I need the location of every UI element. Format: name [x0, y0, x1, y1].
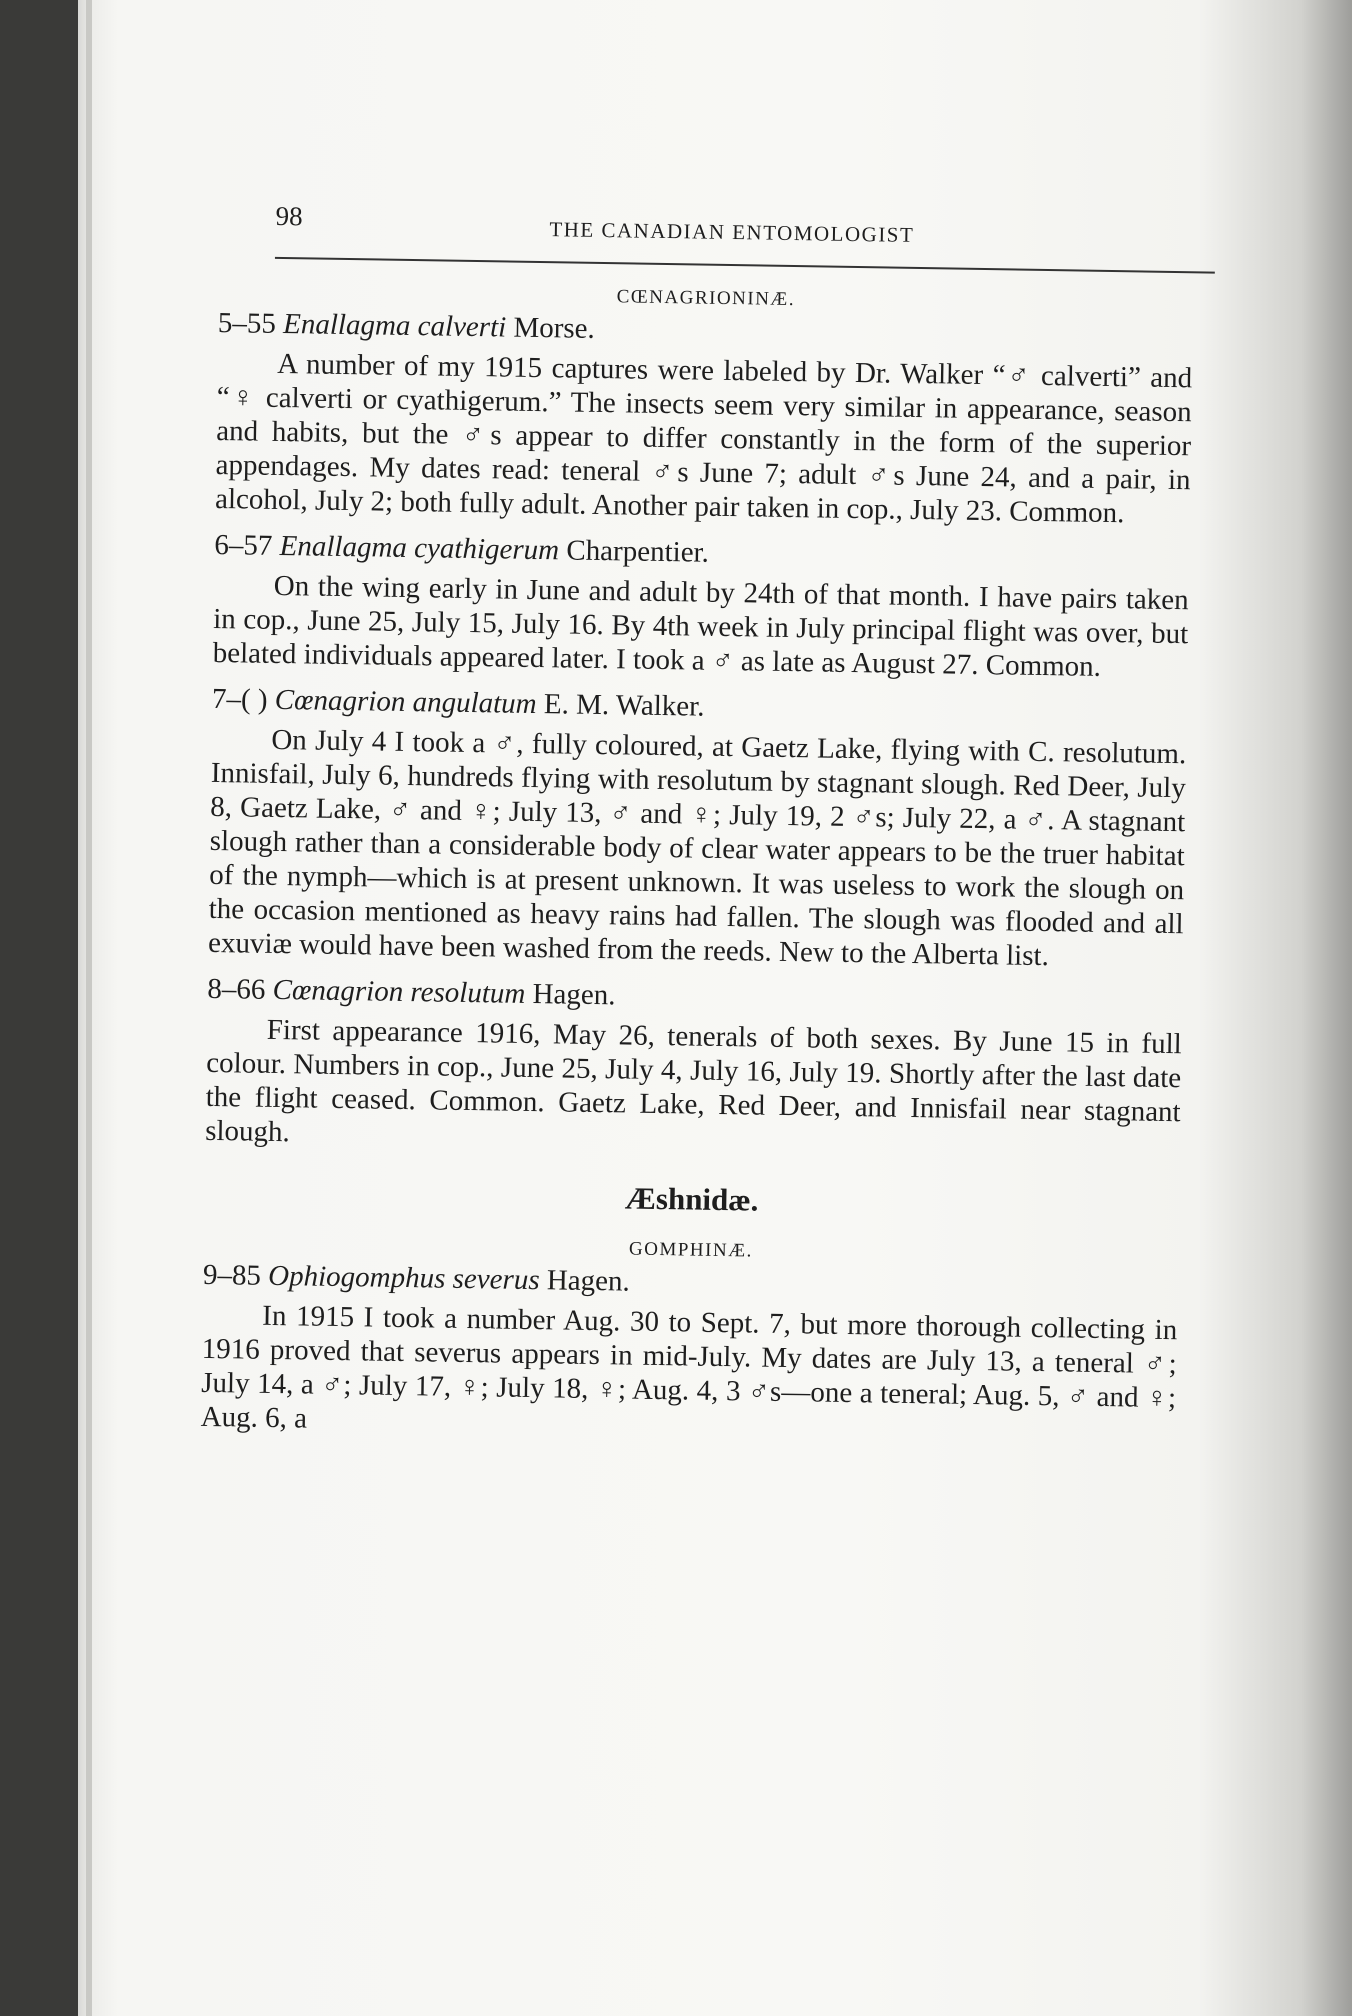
- species-entry: [200, 1258, 1178, 1449]
- species-latin-name: Cœnagrion angulatum: [274, 683, 537, 721]
- species-author: Hagen.: [546, 1264, 631, 1298]
- family-heading: Æshnidæ.: [624, 1180, 759, 1218]
- species-entry: [215, 306, 1193, 531]
- species-entry: [205, 972, 1183, 1163]
- journal-title: THE CANADIAN ENTOMOLOGIST: [549, 217, 915, 247]
- species-paragraph: On July 4 I took a ♂, fully coloured, at Gaetz Lake, flying with C. resolutum. Innisfail, July 6, hundreds flying with resolutum by stagnant slough. Red Deer, July 8, Gaetz Lake, ♂ and ♀; July 13, ♂ and ♀; July 19, 2 ♂s; July 22, a ♂. A stagnant slough rather than a considerable body of clear water appears to be the truer habitat of the nymph—which is at present unknown. It was useless to work the slough on the occasion mentioned as heavy rains had fallen. The slough was flooded and all exuviæ would have been washed from the reeds. New to the Alberta list.: [207, 723, 1187, 973]
- species-latin-name: Cœnagrion resolutum: [272, 973, 526, 1010]
- species-entry: [212, 528, 1189, 685]
- page-binding-edge: [86, 0, 92, 2016]
- species-number: 5–55: [217, 306, 277, 340]
- species-number: 6–57: [214, 528, 273, 562]
- species-number: 7–( ): [211, 682, 268, 716]
- species-paragraph: A number of my 1915 captures were labeled by Dr. Walker “♂ calverti” and “♀ calverti or cyathigerum.” The insects seem very similar in appearance, season and habits, but the ♂s appear to differ constantly in the form of the superior appendages. My dates read: teneral ♂s June 7; adult ♂s June 24, and a pair, in alcohol, July 2; both fully adult. Another pair taken in cop., July 23. Common.: [214, 347, 1193, 530]
- species-number: 8–66: [207, 972, 266, 1006]
- species-latin-name: Ophiogomphus severus: [267, 1259, 540, 1297]
- page-content: [200, 190, 1195, 1461]
- species-paragraph: On the wing early in June and adult by 24th of that month. I have pairs taken in cop., June 25, July 15, July 16. By 4th week in July principal flight was over, but belated individuals appeared later. I took a ♂ as late as August 27. Common.: [212, 569, 1189, 683]
- species-author: Morse.: [513, 311, 596, 345]
- species-author: E. M. Walker.: [543, 688, 705, 723]
- species-paragraph: First appearance 1916, May 26, tenerals of both sexes. By June 15 in full colour. Numbers in cop., June 25, July 4, July 16, July 19. Shortly after the last date the flight ceased. Common. Gaetz Lake, Red Deer, and Innisfail near stagnant slough.: [204, 1013, 1182, 1149]
- species-paragraph: In 1915 I took a number Aug. 30 to Sept. 7, but more thorough collecting in 1916 proved that severus appears in mid-July. My dates are July 13, a teneral ♂; July 14, a ♂; July 17, ♀; July 18, ♀; Aug. 4, 3 ♂s—one a teneral; Aug. 5, ♂ and ♀; Aug. 6, a: [200, 1299, 1178, 1435]
- page-number: 98: [275, 200, 303, 232]
- species-latin-name: Enallagma calverti: [282, 308, 507, 344]
- species-author: Hagen.: [532, 978, 616, 1012]
- subfamily-heading: CŒNAGRIONINÆ.: [616, 286, 796, 311]
- subfamily-heading: GOMPHINÆ.: [628, 1238, 753, 1262]
- species-author: Charpentier.: [566, 534, 710, 569]
- species-number: 9–85: [202, 1258, 262, 1292]
- species-entry: [208, 682, 1187, 975]
- species-latin-name: Enallagma cyathigerum: [279, 529, 560, 567]
